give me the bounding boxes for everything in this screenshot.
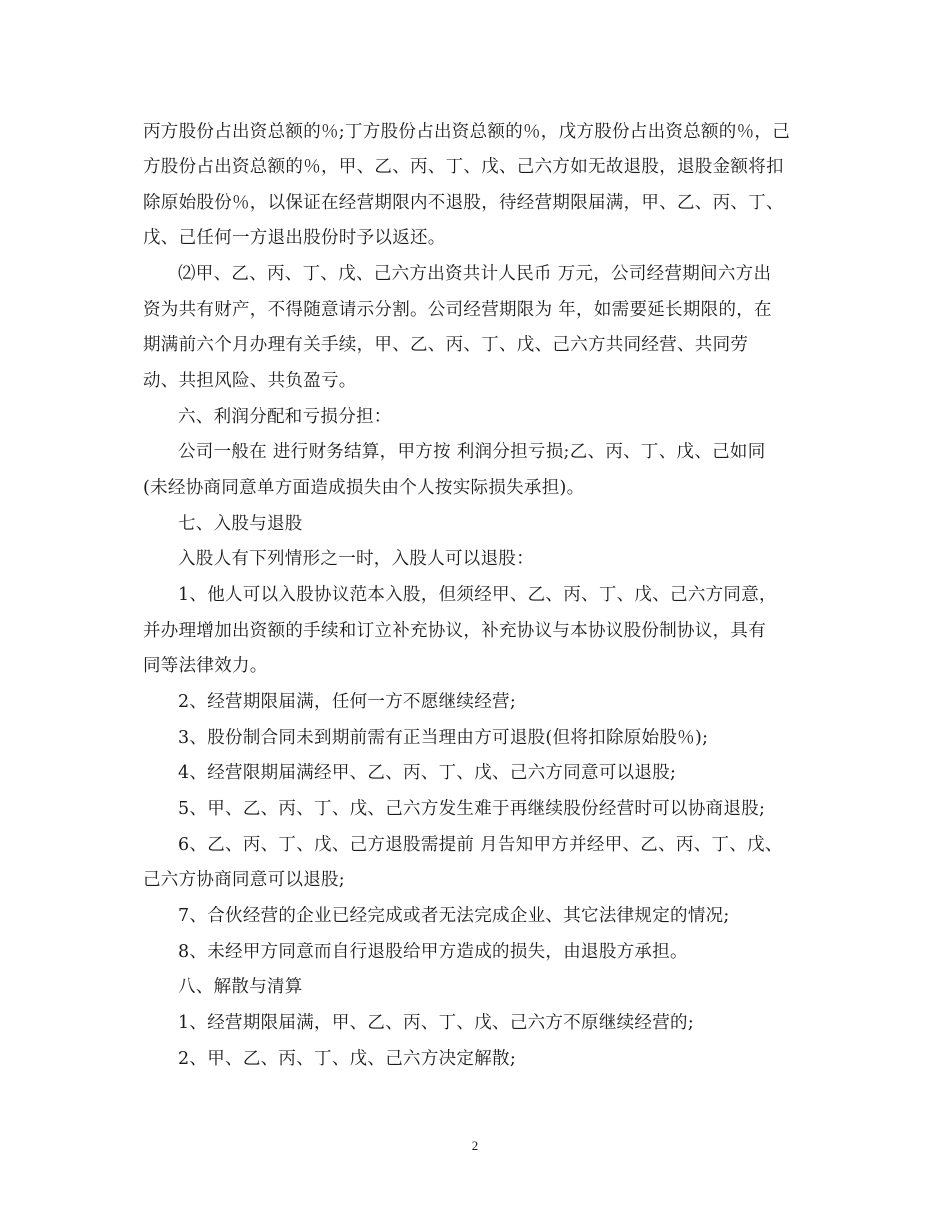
- paragraph-line: 戊、己任何一方退出股份时予以返还。: [143, 228, 446, 248]
- paragraph-line: 丙方股份占出资总额的％;丁方股份占出资总额的％，戊方股份占出资总额的％，己: [143, 122, 790, 142]
- paragraph-line: 动、共担风险、共负盈亏。: [143, 371, 357, 391]
- list-item: 1、他人可以入股协议范本入股，但须经甲、乙、丙、丁、戊、己六方同意，: [178, 585, 777, 605]
- paragraph-line: 入股人有下列情形之一时，入股人可以退股：: [178, 549, 534, 569]
- list-item: 4、经营限期届满经甲、乙、丙、丁、戊、己六方同意可以退股;: [178, 763, 677, 783]
- list-item: 3、股份制合同未到期前需有正当理由方可退股(但将扣除原始股％);: [178, 728, 709, 748]
- section-heading: 八、解散与清算: [178, 977, 303, 997]
- paragraph-line: 除原始股份％，以保证在经营期限内不退股，待经营期限届满，甲、乙、丙、丁、: [143, 193, 784, 213]
- list-item: 2、经营期限届满，任何一方不愿继续经营;: [178, 692, 517, 712]
- paragraph-line: 己六方协商同意可以退股;: [143, 870, 345, 890]
- paragraph-line: (未经协商同意单方面造成损失由个人按实际损失承担)。: [143, 478, 585, 498]
- list-item: 5、甲、乙、丙、丁、戊、己六方发生难于再继续股份经营时可以协商退股;: [178, 799, 766, 819]
- list-item: 2、甲、乙、丙、丁、戊、己六方决定解散;: [178, 1049, 517, 1069]
- list-item: 7、合伙经营的企业已经完成或者无法完成企业、其它法律规定的情况;: [178, 906, 730, 926]
- paragraph-line: 资为共有财产，不得随意请示分割。公司经营期限为 年，如需要延长期限的，在: [143, 300, 772, 320]
- paragraph-line: 公司一般在 进行财务结算，甲方按 利润分担亏损;乙、丙、丁、戊、己如同: [178, 442, 766, 462]
- section-heading: 六、利润分配和亏损分担：: [178, 407, 392, 427]
- paragraph-line: ⑵甲、乙、丙、丁、戊、己六方出资共计人民币 万元，公司经营期间六方出: [178, 264, 772, 284]
- section-heading: 七、入股与退股: [178, 514, 303, 534]
- paragraph-line: 期满前六个月办理有关手续，甲、乙、丙、丁、戊、己六方共同经营、共同劳: [143, 335, 749, 355]
- list-item: 1、经营期限届满，甲、乙、丙、丁、戊、己六方不原继续经营的;: [178, 1013, 695, 1033]
- list-item: 6、乙、丙、丁、戊、己方退股需提前 月告知甲方并经甲、乙、丙、丁、戊、: [178, 835, 783, 855]
- list-item: 8、未经甲方同意而自行退股给甲方造成的损失，由退股方承担。: [178, 942, 688, 962]
- paragraph-line: 方股份占出资总额的％，甲、乙、丙、丁、戊、己六方如无故退股，退股金额将扣: [143, 157, 784, 177]
- page-number: 2: [471, 1138, 479, 1153]
- paragraph-line: 并办理增加出资额的手续和订立补充协议，补充协议与本协议股份制协议，具有: [143, 621, 766, 641]
- paragraph-line: 同等法律效力。: [143, 656, 268, 676]
